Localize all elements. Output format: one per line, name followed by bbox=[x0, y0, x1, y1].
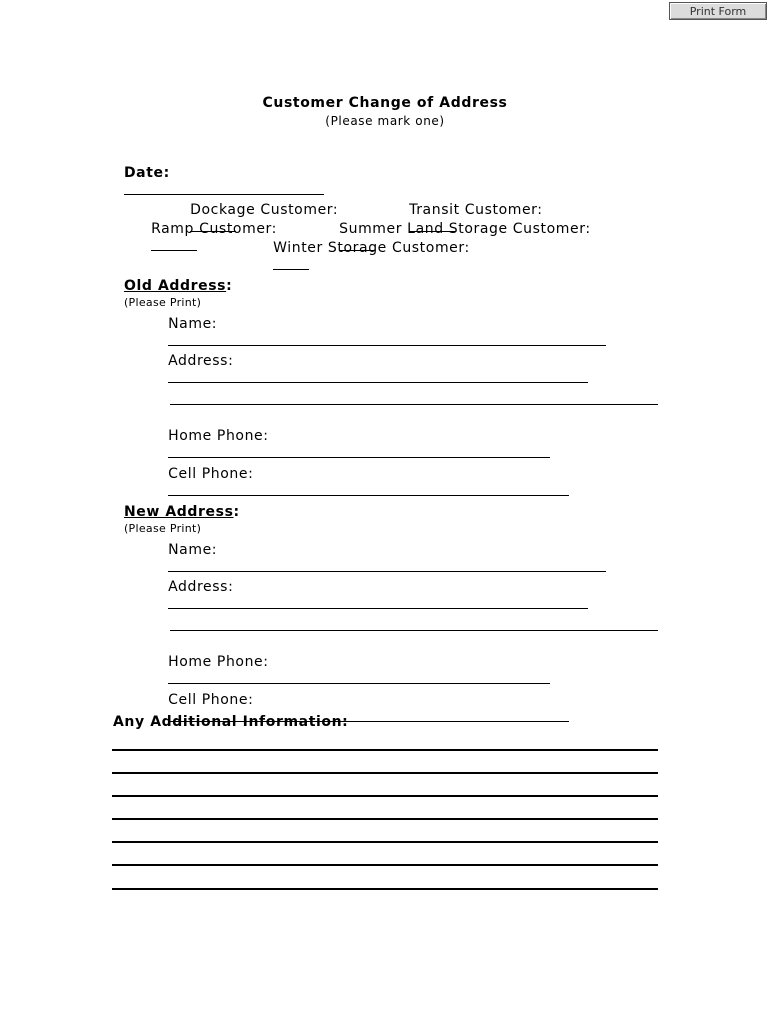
new-address-note: (Please Print) bbox=[123, 522, 202, 535]
additional-info-label: Any Additional Information: bbox=[113, 714, 349, 730]
old-name-label: Name: bbox=[168, 316, 218, 332]
additional-info-line-5[interactable] bbox=[112, 841, 658, 843]
old-home-phone-label: Home Phone: bbox=[168, 428, 269, 444]
old-address-note: (Please Print) bbox=[123, 296, 202, 309]
new-home-phone-label: Home Phone: bbox=[168, 654, 269, 670]
ramp-mark-field[interactable] bbox=[151, 237, 197, 251]
date-label: Date: bbox=[123, 165, 170, 181]
new-address-label: Address: bbox=[168, 579, 234, 595]
additional-info-line-7[interactable] bbox=[112, 888, 658, 890]
old-address-label: Address: bbox=[168, 353, 234, 369]
new-address-title: New Address bbox=[123, 504, 234, 520]
new-address-line2-row bbox=[160, 601, 658, 635]
new-name-label: Name: bbox=[168, 542, 218, 558]
print-form-button[interactable]: Print Form bbox=[669, 2, 767, 20]
additional-info-line-4[interactable] bbox=[112, 818, 658, 820]
dockage-label: Dockage Customer: bbox=[190, 202, 339, 218]
winter-mark-field[interactable] bbox=[273, 256, 309, 270]
additional-info-line-6[interactable] bbox=[112, 864, 658, 866]
old-address-line2-row bbox=[160, 375, 658, 409]
new-address-line2-field[interactable] bbox=[170, 617, 658, 631]
additional-info-line-2[interactable] bbox=[112, 772, 658, 774]
winter-option bbox=[263, 224, 470, 274]
old-address-line2-field[interactable] bbox=[170, 391, 658, 405]
old-cell-phone-label: Cell Phone: bbox=[168, 466, 254, 482]
winter-label: Winter Storage Customer: bbox=[273, 240, 470, 256]
summer-land-label: Summer Land Storage Customer: bbox=[339, 221, 591, 237]
transit-label: Transit Customer: bbox=[409, 202, 543, 218]
new-address-colon: : bbox=[233, 504, 240, 520]
additional-info-line-3[interactable] bbox=[112, 795, 658, 797]
old-address-title: Old Address bbox=[123, 278, 227, 294]
new-cell-phone-label: Cell Phone: bbox=[168, 692, 254, 708]
additional-info-line-1[interactable] bbox=[112, 749, 658, 751]
old-address-colon: : bbox=[226, 278, 233, 294]
ramp-label: Ramp Customer: bbox=[151, 221, 277, 237]
ramp-option bbox=[141, 205, 277, 255]
form-title: Customer Change of Address bbox=[262, 95, 508, 111]
form-subtitle: (Please mark one) bbox=[325, 114, 445, 128]
